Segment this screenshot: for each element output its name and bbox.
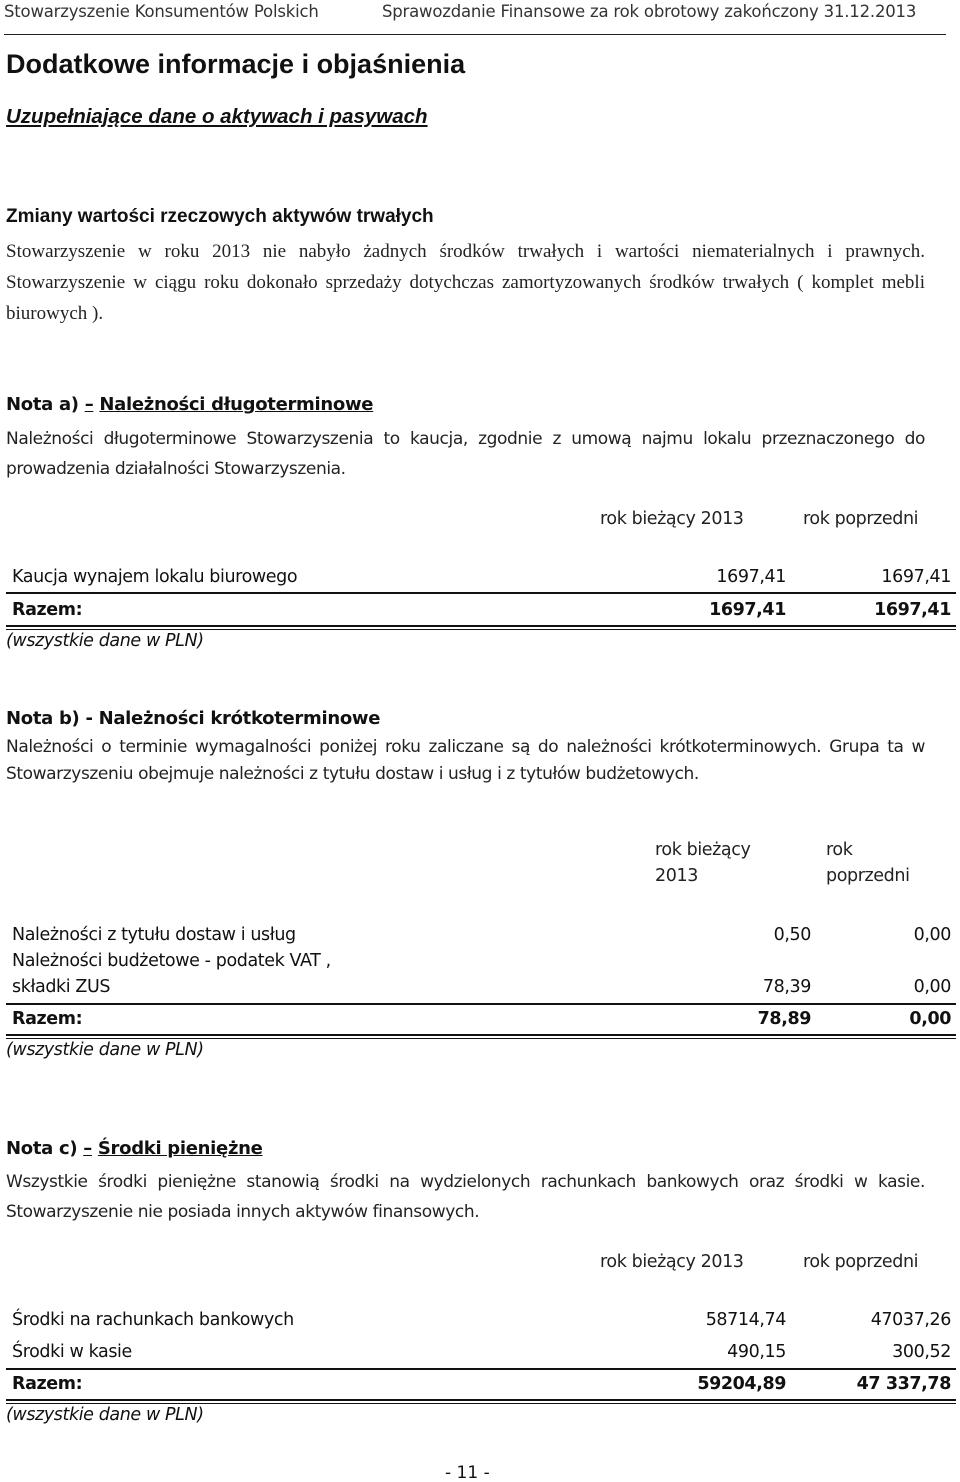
nota-c-row-label-1: Środki na rachunkach bankowych (12, 1310, 294, 1330)
nota-a-total-previous: 1697,41 (874, 600, 951, 620)
page-title: Dodatkowe informacje i objaśnienia (6, 49, 466, 79)
nota-b-rule (6, 1003, 956, 1005)
nota-c-total-label: Razem: (12, 1374, 83, 1394)
nota-c-total-rule-2 (6, 1403, 956, 1405)
nota-b-total-rule-1 (6, 1034, 956, 1036)
fixed-assets-heading: Zmiany wartości rzeczowych aktywów trwałych (6, 206, 434, 227)
nota-b-row-current-1: 0,50 (773, 925, 811, 945)
nota-a-label: Nota a) (6, 394, 79, 415)
fixed-assets-text: Stowarzyszenie w roku 2013 nie nabyło żadnych środków trwałych i wartości niematerialnych i prawnych. Stowarzyszenie w ciągu roku dokonało sprzedaży dotychczas zamortyzowanych środków trwałych ( komplet mebli biurowych ). (6, 241, 925, 324)
nota-c-total-current: 59204,89 (697, 1374, 786, 1394)
nota-b-col-previous-2: poprzedni (826, 866, 910, 886)
nota-c-title: Środki pieniężne (97, 1138, 263, 1159)
nota-a-total-current: 1697,41 (709, 600, 786, 620)
nota-b-text: Należności o terminie wymagalności poniżej roku zaliczane są do należności krótkoterminowych. Grupa ta w Stowarzyszeniu obejmuje należności z tytułu dostaw i usług i z tytułów budżetowych. (6, 737, 925, 784)
nota-a-row-label: Kaucja wynajem lokalu biurowego (12, 567, 298, 587)
nota-b-row-label-1: Należności z tytułu dostaw i usług (12, 925, 296, 945)
page-subtitle: Uzupełniające dane o aktywach i pasywach (6, 105, 428, 128)
nota-a-currency-note: (wszystkie dane w PLN) (6, 631, 204, 651)
nota-c-col-previous: rok poprzedni (803, 1252, 919, 1272)
nota-b-col-current-2: 2013 (655, 866, 698, 886)
header-organization: Stowarzyszenie Konsumentów Polskich (4, 2, 319, 21)
nota-a-total-rule-1 (6, 625, 956, 627)
nota-c-row-previous-1: 47037,26 (870, 1310, 951, 1330)
nota-b-row-label-2b: składki ZUS (12, 977, 111, 997)
nota-c-label: Nota c) (6, 1138, 78, 1159)
nota-c-row-current-2: 490,15 (727, 1342, 786, 1362)
nota-a-total-label: Razem: (12, 600, 83, 620)
nota-c-heading (6, 1138, 263, 1159)
nota-c-row-previous-2: 300,52 (892, 1342, 951, 1362)
nota-a-dash: – (84, 394, 94, 415)
nota-b-heading (6, 708, 380, 729)
nota-b-row-label-2: Należności budżetowe - podatek VAT , (12, 951, 331, 971)
nota-c-total-rule-1 (6, 1399, 956, 1401)
nota-c-col-current: rok bieżący 2013 (600, 1252, 744, 1272)
nota-a-col-current: rok bieżący 2013 (600, 509, 744, 529)
nota-c-dash: – (83, 1138, 92, 1159)
nota-b-total-previous: 0,00 (909, 1009, 951, 1029)
page-number: - 11 - (445, 1463, 490, 1482)
nota-a-total-rule-2 (6, 629, 956, 631)
nota-c-total-previous: 47 337,78 (856, 1374, 951, 1394)
nota-a-row-current: 1697,41 (716, 567, 786, 587)
nota-a-row-previous: 1697,41 (881, 567, 951, 587)
nota-a-heading (6, 394, 373, 415)
nota-c-row-current-1: 58714,74 (705, 1310, 786, 1330)
nota-b-col-current-1: rok bieżący (655, 840, 751, 860)
nota-b-row-previous-2: 0,00 (913, 977, 951, 997)
nota-c-text: Wszystkie środki pieniężne stanowią środki na wydzielonych rachunkach bankowych oraz środki w kasie. Stowarzyszenie nie posiada innych aktywów finansowych. (6, 1172, 925, 1222)
nota-b-title: - Należności krótkoterminowe (85, 708, 381, 729)
nota-c-rule (6, 1368, 956, 1370)
nota-b-row-previous-1: 0,00 (913, 925, 951, 945)
nota-b-row-current-2: 78,39 (762, 977, 811, 997)
nota-c-currency-note: (wszystkie dane w PLN) (6, 1405, 204, 1425)
nota-b-total-rule-2 (6, 1038, 956, 1040)
nota-c-row-label-2: Środki w kasie (12, 1342, 132, 1362)
nota-a-title: Należności długoterminowe (99, 394, 374, 415)
nota-a-rule (6, 592, 956, 594)
nota-b-col-previous-1: rok (826, 840, 853, 860)
nota-b-total-current: 78,89 (757, 1009, 811, 1029)
nota-b-total-label: Razem: (12, 1009, 83, 1029)
nota-b-currency-note: (wszystkie dane w PLN) (6, 1040, 204, 1060)
nota-a-col-previous: rok poprzedni (803, 509, 919, 529)
nota-a-text: Należności długoterminowe Stowarzyszenia to kaucja, zgodnie z umową najmu lokalu przeznaczonego do prowadzenia działalności Stowarzyszenia. (6, 429, 925, 479)
header-report-title: Sprawozdanie Finansowe za rok obrotowy zakończony 31.12.2013 (382, 2, 917, 21)
header-divider (4, 34, 946, 35)
nota-b-label: Nota b) (6, 708, 80, 729)
